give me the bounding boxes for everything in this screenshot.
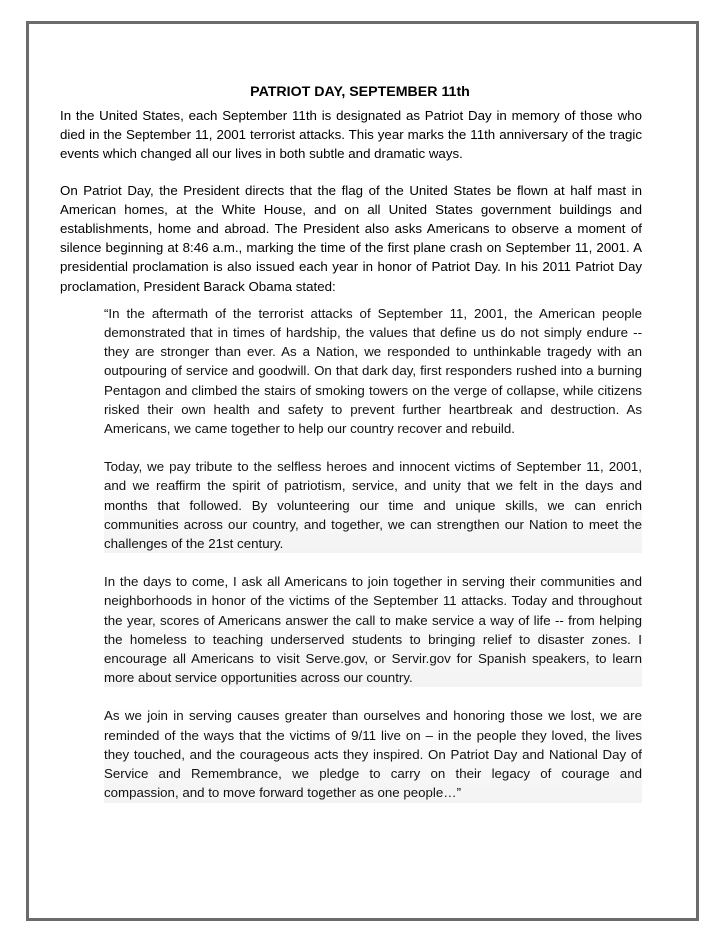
quote-paragraph-2: Today, we pay tribute to the selfless heroes and innocent victims of September 11, 2001, and we reaffirm the spirit of patriotism, service, and unity that we felt in the days and months that followed. By volunteering our time and unique skills, we can enrich communities across our country, and together, we can strengthen our Nation to meet the challenges of the 21st century. — [104, 457, 642, 553]
quote-paragraph-3: In the days to come, I ask all Americans to join together in serving their communities and neighborhoods in honor of the victims of the September 11 attacks. Today and throughout the year, scores of Americans answer the call to make service a way of life -- from helping the homeless to teaching underserved students to bringing relief to disaster zones. I encourage all Americans to visit Serve.gov, or Servir.gov for Spanish speakers, to learn more about service opportunities across our country. — [104, 572, 642, 687]
document-title: PATRIOT DAY, SEPTEMBER 11th — [250, 84, 470, 100]
intro-paragraph: In the United States, each September 11th is designated as Patriot Day in memory of those who died in the September 11, 2001 terrorist attacks. This year marks the 11th anniversary of the tragic events which changed all our lives in both subtle and dramatic ways. — [60, 108, 642, 162]
observance-paragraph: On Patriot Day, the President directs that the flag of the United States be flown at half mast in American homes, at the White House, and on all United States government buildings and establishments, home and abroad. The President also asks Americans to observe a moment of silence beginning at 8:46 a.m., marking the time of the first plane crash on September 11, 2001. A presidential proclamation is also issued each year in honor of Patriot Day. In his 2011 Patriot Day proclamation, President Barack Obama stated: — [60, 182, 642, 294]
quote-paragraph-1: “In the aftermath of the terrorist attacks of September 11, 2001, the American people demonstrated that in times of hardship, the values that define us do not simply endure -- they are stronger than ever. As a Nation, we responded to unthinkable tragedy with an outpouring of service and goodwill. On that dark day, first responders rushed into a burning Pentagon and climbed the stairs of smoking towers on the verge of collapse, while citizens risked their own health and safety to prevent further heartbreak and destruction. As Americans, we came together to help our country recover and rebuild. — [104, 305, 642, 437]
proclamation-quote — [60, 304, 642, 803]
document-body — [60, 82, 642, 803]
quote-paragraph-4: As we join in serving causes greater than ourselves and honoring those we lost, we are reminded of the ways that the victims of 9/11 live on – in the people they loved, the lives they touched, and the courageous acts they inspired. On Patriot Day and National Day of Service and Remembrance, we pledge to carry on their legacy of courage and compassion, and to move forward together as one people…” — [104, 706, 642, 802]
